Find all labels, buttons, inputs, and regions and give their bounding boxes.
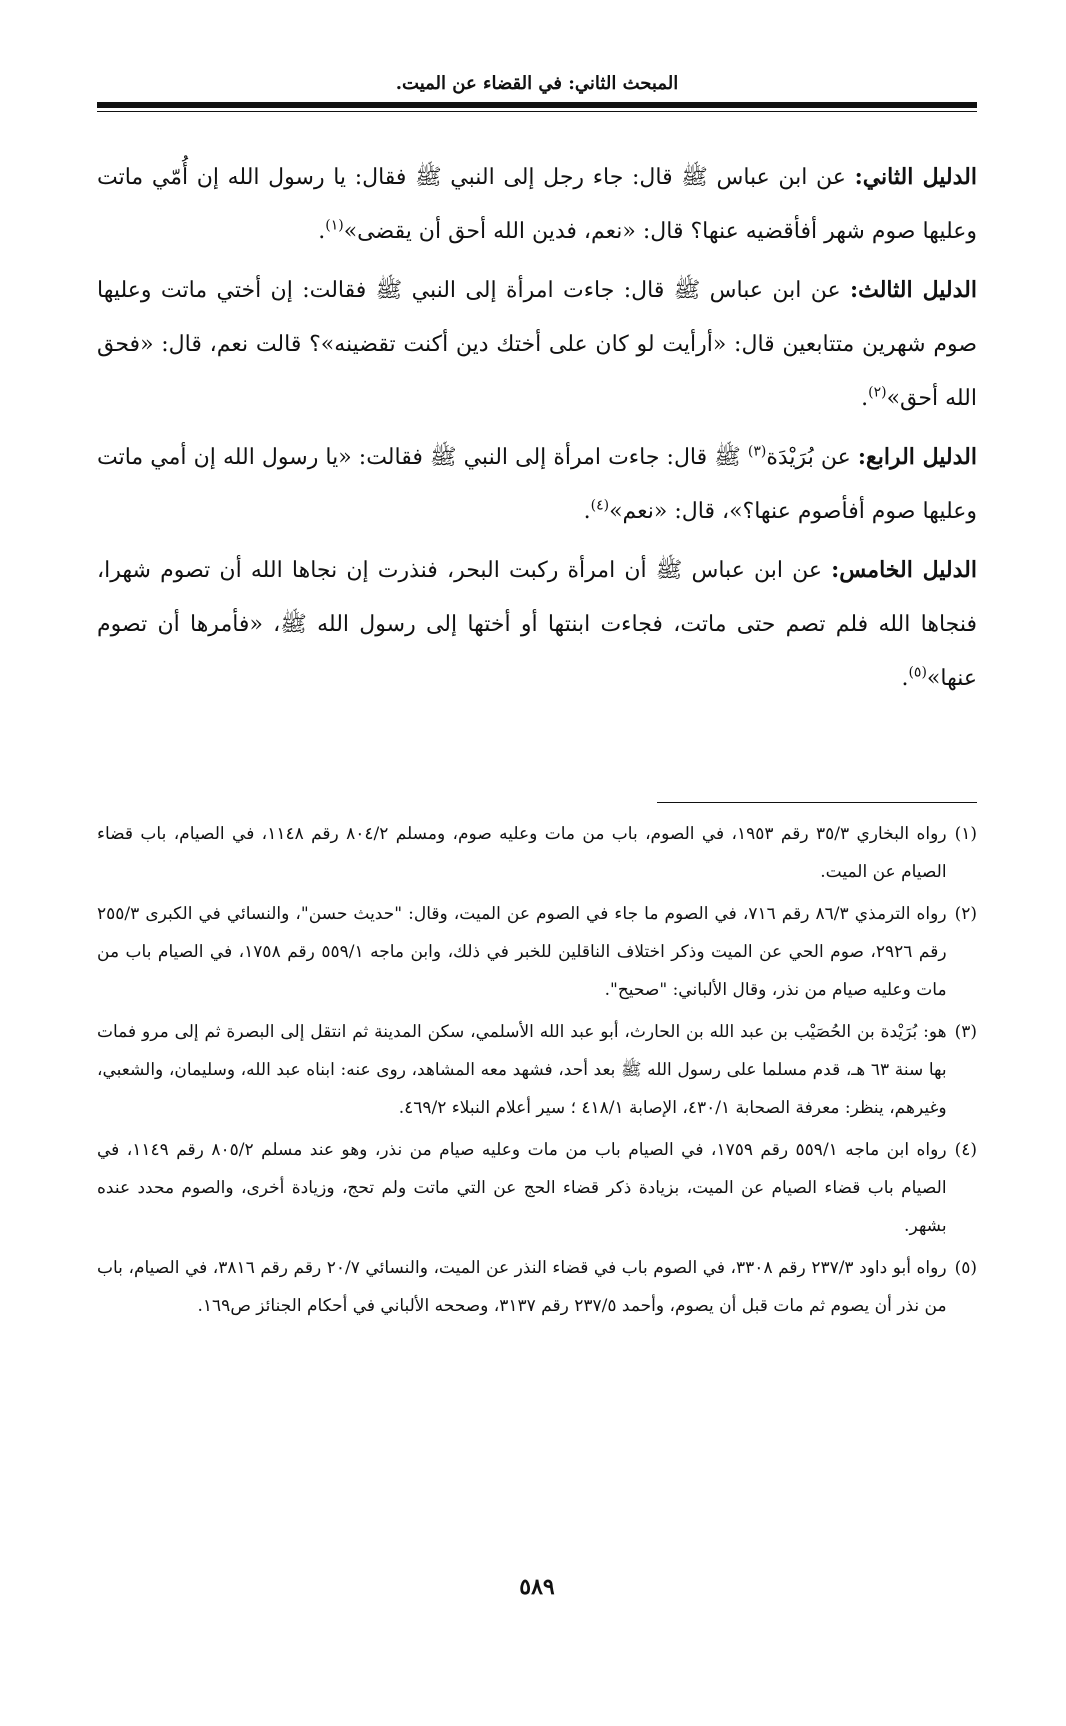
footnote-ref[interactable]: (٢) — [868, 384, 887, 401]
footnote-item — [97, 1131, 977, 1245]
paragraph-label: الدليل الثاني: — [854, 164, 977, 190]
footnote-number: (٥) — [954, 1258, 977, 1278]
footnote-number: (٤) — [954, 1140, 977, 1160]
footnote-number: (١) — [954, 824, 977, 844]
footnote-number: (٣) — [954, 1022, 977, 1042]
footnote-ref[interactable]: (٣) — [747, 443, 767, 460]
footnote-text: هو: بُرَيْدة بن الحُصَيْب بن عبد الله بن الحارث، أبو عبد الله الأسلمي، سكن المدينة ثم انتقل إلى البصرة ثم إلى مرو فمات بها سنة ٦٣ هـ، قدم مسلما على رسول الله ﷺ بعد أحد، فشهد معه المشاهد، روى عنه: ابناه عبد الله، وسليمان، والشعبي، وغيرهم، ينظر: معرفة الصحابة ٤٣٠/١، الإصابة ٤١٨/١ ؛ سير أعلام النبلاء ٤٦٩/٢. — [97, 1022, 947, 1118]
footnote-ref[interactable]: (٥) — [908, 664, 927, 681]
paragraph-label: الدليل الرابع: — [857, 444, 977, 470]
footnote-ref[interactable]: (١) — [325, 217, 344, 234]
paragraph-text-cont: ﷺ قال: جاءت امرأة إلى النبي ﷺ فقالت: «يا رسول الله إن أمي ماتت وعليها صوم أفأصوم عنها؟»، قال: «نعم» — [97, 445, 977, 524]
paragraph-evidence-4 — [97, 430, 977, 539]
footnote-text: رواه البخاري ٣٥/٣ رقم ١٩٥٣، في الصوم، باب من مات وعليه صوم، ومسلم ٨٠٤/٢ رقم ١١٤٨، في الصيام، باب قضاء الصيام عن الميت. — [97, 824, 947, 882]
page-number: ٥٨٩ — [519, 1574, 555, 1600]
paragraph-text: عن ابن عباس ﷺ أن امرأة ركبت البحر، فنذرت إن نجاها الله أن تصوم شهرا، فنجاها الله فلم تصم حتى ماتت، فجاءت ابنتها أو أختها إلى رسول الله ﷺ، «فأمرها أن تصوم عنها» — [97, 558, 977, 691]
running-header: المبحث الثاني: في القضاء عن الميت. — [395, 73, 679, 94]
footnote-text: رواه الترمذي ٨٦/٣ رقم ٧١٦، في الصوم ما جاء في الصوم عن الميت، وقال: "حديث حسن"، والنسائي في الكبرى ٢٥٥/٣ رقم ٢٩٢٦، صوم الحي عن الميت وذكر اختلاف الناقلين للخبر في ذلك، وابن ماجه ٥٥٩/١ رقم ١٧٥٨، في الصيام باب من مات وعليه صيام من نذر، وقال الألباني: "صحيح". — [97, 904, 947, 1000]
header-rule-thin — [97, 111, 977, 112]
paragraph-end: . — [861, 386, 869, 411]
paragraph-evidence-3 — [97, 263, 977, 426]
footnote-item — [97, 815, 977, 891]
main-text — [97, 150, 977, 710]
paragraph-end: . — [583, 499, 591, 524]
footnote-text: رواه ابن ماجه ٥٥٩/١ رقم ١٧٥٩، في الصيام باب من مات وعليه صيام من نذر، وهو عند مسلم ٨٠٥/٢ رقم ١١٤٩، في الصيام باب قضاء الصيام عن الميت، بزيادة ذكر قضاء الحج عن التي ماتت ولم تحج، وزيادة أخرى، والصوم محدد عنده بشهر. — [97, 1140, 947, 1236]
footnotes — [97, 815, 977, 1329]
paragraph-end: . — [901, 666, 909, 691]
paragraph-label: الدليل الثالث: — [850, 277, 977, 303]
paragraph-evidence-2 — [97, 150, 977, 259]
footnote-ref[interactable]: (٤) — [590, 497, 610, 514]
paragraph-text: عن بُرَيْدَة — [766, 445, 858, 470]
paragraph-end: . — [318, 219, 326, 244]
footnote-item — [97, 1249, 977, 1325]
paragraph-label: الدليل الخامس: — [831, 557, 977, 583]
paragraph-evidence-5 — [97, 543, 977, 706]
footnote-divider — [657, 802, 977, 803]
footnote-item — [97, 1013, 977, 1127]
paragraph-text: عن ابن عباس ﷺ قال: جاء رجل إلى النبي ﷺ فقال: يا رسول الله إن أُمّي ماتت وعليها صوم شهر أفأقضيه عنها؟ قال: «نعم، فدين الله أحق أن يقضى» — [97, 165, 977, 244]
footnote-text: رواه أبو داود ٢٣٧/٣ رقم ٣٣٠٨، في الصوم باب في قضاء النذر عن الميت، والنسائي ٢٠/٧ رقم رقم ٣٨١٦، في الصيام، باب من نذر أن يصوم ثم مات قبل أن يصوم، وأحمد ٢٣٧/٥ رقم ٣١٣٧، وصححه الألباني في أحكام الجنائز ص١٦٩. — [97, 1258, 947, 1316]
footnote-item — [97, 895, 977, 1009]
paragraph-text: عن ابن عباس ﷺ قال: جاءت امرأة إلى النبي ﷺ فقالت: إن أختي ماتت وعليها صوم شهرين متتابعين قال: «أرأيت لو كان على أختك دين أكنت تقضينه»؟ قالت نعم، قال: «فحق الله أحق» — [97, 278, 977, 411]
header-rule — [97, 102, 977, 108]
footnote-number: (٢) — [954, 904, 977, 924]
